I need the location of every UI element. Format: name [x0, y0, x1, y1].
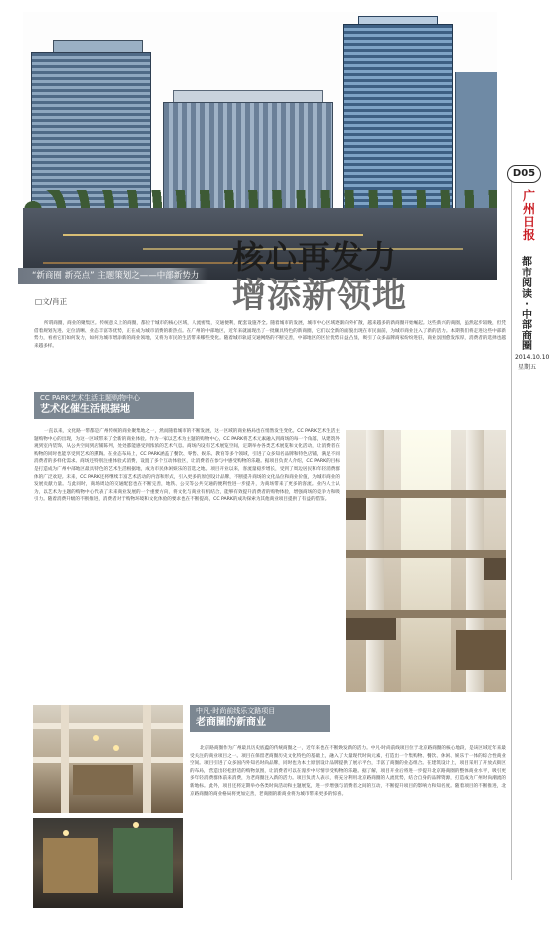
- section2-kicker: 中凡·时尚前线乐文路项目: [196, 707, 276, 715]
- issue-date: 2014.10.10 星期五: [515, 353, 550, 371]
- storefront-photo: [33, 818, 183, 908]
- newspaper-logo: 广 州 日 报: [522, 189, 535, 242]
- page-number: D05: [507, 165, 541, 183]
- section2-header: [190, 705, 330, 732]
- section1-body: 一直以来，文化路一带都是广州传统的商业聚集地之一，然而随着城市的不断发展，这一区域的商业格局也在悄然发生变化。CC PARK艺术生活主题购物中心的出现，为这一区域带来了全新的商业体验。作为一家以艺术为主题的购物中心，CC PARK将艺术元素融入到商场的每一个角落，从建筑外观到室内装饰，从公共空间到店铺陈列，处处都能感受到浓浓的艺术气息。商场内设有艺术展览空间，定期举办各类艺术展览和文化活动，让消费者在购物的同时也能享受到艺术的熏陶。在业态布局上，CC PARK涵盖了餐饮、零售、娱乐、教育等多个领域，引进了众多知名品牌和特色店铺，满足不同消费者的多样化需求。商场还特别注重体验式消费，设置了多个互动体验区，让消费者在参与中感受购物的乐趣。据项目负责人介绍，CC PARK的目标是打造成为广州中部地区最具特色的艺术生活根据地，成为市民休闲娱乐的首选之地。项目开业以来，客流量稳步增长，受到了周边居民和年轻消费群体的广泛欢迎。未来，CC PARK还将继续丰富艺术活动的内容和形式，引入更多的原创设计品牌，不断提升商场的文化品位和商业价值，为城市商业的发展贡献力量。与此同时，商场周边的交通配套也在不断完善，地铁、公交等公共交通的便利性进一步提升，为商场带来了更多的客流。业内人士认为，以艺术为主题的购物中心代表了未来商业发展的一个重要方向，将文化与商业有机结合，能够有效提升消费者的购物体验，增强商场的竞争力和吸引力。随着消费升级的不断推进，消费者对于购物环境和文化体验的要求也在不断提高，CC PARK的成功探索为其他商业项目提供了有益的借鉴。: [34, 429, 340, 503]
- section-label: [515, 257, 550, 374]
- headline-line1: 核心再发力: [232, 238, 398, 276]
- section1-header: [34, 392, 194, 419]
- byline: □文/肖正: [35, 297, 68, 306]
- feature-subtitle: “新商圈 新亮点” 主题策划之——中部新势力: [18, 268, 208, 284]
- section2-body: 北京路商圈作为广州最具历史底蕴的传统商圈之一，近年来也在不断焕发新的活力。中凡·时尚前线项目位于北京路商圈的核心地段，是该区域近年来最受关注的商业项目之一。项目在保留老商圈历史文化特色的基础上，融入了大量现代时尚元素，打造出一个集购物、餐饮、休闲、娱乐于一体的综合性商业空间。项目引进了众多国内外知名时尚品牌，同时也为本土原创设计品牌提供了展示平台，丰富了商圈的业态组合。在建筑设计上，项目采用了开放式街区的布局，营造出轻松舒适的购物氛围，让消费者可以在漫步中尽情享受购物的乐趣。据了解，项目开业后将进一步提升北京路商圈的整体商业水平，吸引更多年轻消费群体前来消费，为老商圈注入新的活力。项目负责人表示，将充分利用北京路商圈的人流优势，结合自身的品牌资源，打造成为广州时尚潮流的新地标。此外，项目还将定期举办各类时尚活动和主题展览，进一步增强与消费者之间的互动，不断提升项目的影响力和知名度。随着项目的不断推进，北京路商圈的商业格局将更加完善，老商圈的新商业将为城市带来更多的惊喜。: [190, 746, 506, 797]
- column-divider: [511, 180, 512, 880]
- intro-paragraph: 所谓商圈，商业的聚集区。传统意义上的商圈，都位于城市的核心区域，人流密集，交通便利，配套设施齐全。随着城市的发展，城市中心区域逐渐向外扩散，越来越多的新商圈开始崛起。这些新兴的商圈，虽然起步较晚，但凭借着规划先进、定位清晰、业态丰富等优势，正在成为城市消费的新热点。在广州的中部地区，近年来就涌现出了一批颇具特色的新商圈，它们以全新的面貌出现在市民面前，为城市商业注入了新的活力。本期我们将走进这些中部新势力，看看它们如何发力，如何为城市增添新的商业领地，又将为市民的生活带来哪些变化。随着城市轨道交通网络的不断完善，中部地区的区位优势日益凸显，吸引了众多品牌商家纷纷进驻，商业氛围愈发浓厚，消费者的选择也越来越多样。: [34, 321, 506, 349]
- section1-headline: 艺术化催生活根据地: [40, 404, 130, 415]
- mall-interior-photo: [33, 705, 183, 813]
- section-name: 都 市 阅 读 · 中 部 商 圈: [522, 257, 532, 352]
- section2-headline: 老商圈的新商业: [196, 717, 266, 728]
- section1-kicker: CC PARK艺术生活主题购物中心: [40, 394, 141, 402]
- atrium-photo: [346, 430, 506, 692]
- headline-line2: 增添新领地: [232, 276, 407, 316]
